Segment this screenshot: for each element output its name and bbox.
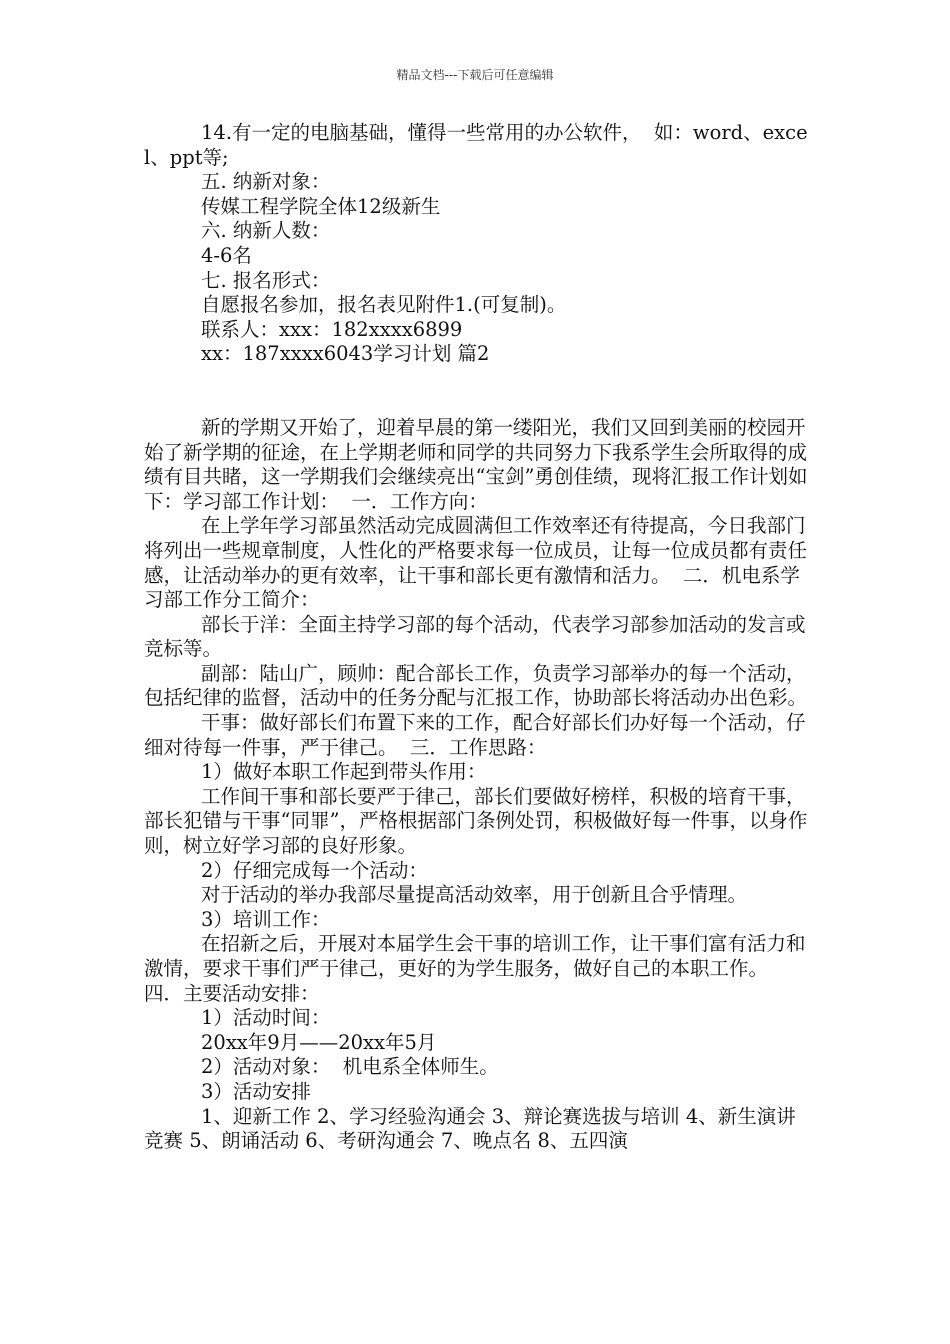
- contact-line: xx：187xxxx6043学习计划 篇2: [201, 342, 490, 366]
- paragraph: 自愿报名参加，报名表见附件1.(可复制)。: [201, 293, 567, 317]
- paragraph: 14.有一定的电脑基础，懂得一些常用的办公软件， 如：word、excel、ppt等;: [144, 121, 808, 169]
- list-heading: 3）活动安排: [201, 1079, 311, 1103]
- list-heading: 3）培训工作：: [201, 907, 331, 931]
- paragraph: 对于活动的举办我部尽量提高活动效率，用于创新且合乎情理。: [201, 883, 748, 907]
- page-header: 精品文档---下载后可任意编辑: [396, 68, 554, 82]
- contact-line: 联系人：xxx：182xxxx6899: [201, 317, 463, 341]
- paragraph: 工作间干事和部长要严于律己，部长们要做好榜样，积极的培育干事，部长犯错与干事“同罪”，严格根据部门条例处罚，积极做好每一件事，以身作则，树立好学习部的良好形象。: [144, 784, 808, 858]
- section-heading: 七. 报名形式：: [201, 268, 331, 292]
- paragraph: 在上学年学习部虽然活动完成圆满但工作效率还有待提高，今日我部门将列出一些规章制度，人性化的严格要求每一位成员，让每一位成员都有责任感，让活动举办的更有效率，让干事和部长更有激情和活力。 二．机电系学习部工作分工简介：: [144, 514, 808, 612]
- paragraph: 在招新之后，开展对本届学生会干事的培训工作，让干事们富有活力和激情，要求干事们严于律己，更好的为学生服务，做好自己的本职工作。 四．主要活动安排：: [144, 932, 806, 1005]
- paragraph: 副部：陆山广，顾帅：配合部长工作，负责学习部举办的每一个活动，包括纪律的监督，活动中的任务分配与汇报工作，协助部长将活动办出色彩。: [144, 661, 808, 710]
- paragraph: 20xx年9月——20xx年5月: [201, 1030, 437, 1054]
- blank-space: [144, 367, 812, 416]
- paragraph: 干事：做好部长们布置下来的工作，配合好部长们办好每一个活动，仔细对待每一件事，严于律己。 三．工作思路：: [144, 711, 806, 759]
- paragraph: 4-6名: [201, 243, 252, 267]
- section-heading: 六. 纳新人数：: [201, 219, 331, 243]
- document-body: [144, 121, 812, 1154]
- paragraph: 部长于洋：全面主持学习部的每个活动，代表学习部参加活动的发言或竞标等。: [144, 612, 806, 661]
- paragraph: 1、迎新工作 2、学习经验沟通会 3、辩论赛选拔与培训 4、新生演讲竞赛 5、朗诵活动 6、考研沟通会 7、晚点名 8、五四演: [144, 1104, 796, 1153]
- list-heading: 1）活动时间：: [201, 1006, 331, 1030]
- paragraph: 传媒工程学院全体12级新生: [201, 194, 441, 218]
- list-heading: 1）做好本职工作起到带头作用：: [201, 760, 487, 784]
- section-heading: 五. 纳新对象：: [201, 170, 331, 194]
- list-heading: 2）仔细完成每一个活动：: [201, 858, 428, 882]
- paragraph: 新的学期又开始了，迎着早晨的第一缕阳光，我们又回到美丽的校园开始了新学期的征途，在上学期老师和同学的共同努力下我系学生会所取得的成绩有目共睹，这一学期我们会继续亮出“宝剑”勇创佳绩，现将汇报工作计划如下：学习部工作计划： 一．工作方向：: [144, 415, 808, 513]
- list-heading: 2）活动对象： 机电系全体师生。: [201, 1055, 499, 1079]
